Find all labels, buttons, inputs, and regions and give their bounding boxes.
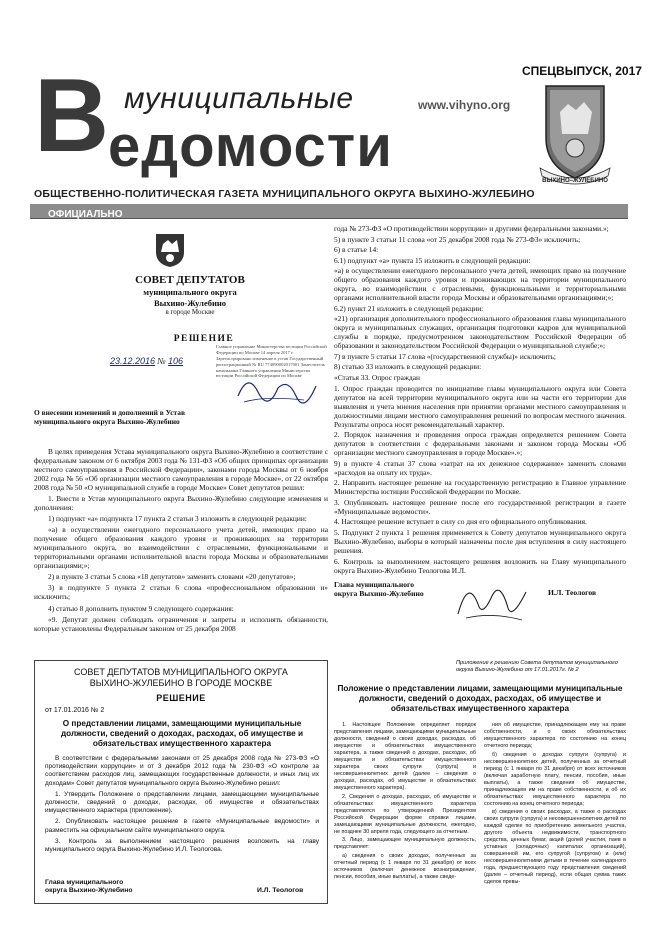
decision-number: 106: [168, 356, 184, 366]
signer-title: [334, 580, 424, 598]
council-header: [110, 274, 270, 317]
decision-paragraph: 4) статью 8 дополнить пунктом 9 следующего содержания:: [48, 603, 234, 613]
decision-paragraph: В целях приведения Устава муниципального округа Выхино-Жулебино в соответствие с федеральным законом от 6 октября 2003 года № 131-ФЗ «Об общих принципах организации местного самоуправления в Российской Федерации», законами города Москвы от 6 ноября 2002 года № 56 «Об организации местного самоуправления в городе Москве», от 22 октября 2008 года № 50 «О муниципальной службе в городе Москве» Совет депутатов решил:: [34, 447, 328, 493]
decision-2-paragraph: 3. Контроль за выполнением настоящего решения возложить на главу муниципального округа Выхино-Жулебино И.Л. Теологова.: [45, 837, 319, 853]
decision-2-paragraph: 1. Утвердить Положение о представлении лицами, замещающими муниципальные должности, сведений о доходах, расходах, об имуществе и обязательствах имущественного характера (приложение).: [45, 790, 319, 815]
decision-2-body: [45, 755, 319, 857]
signer-title-line: округа Выхино-Жулебино: [334, 589, 424, 599]
decision-2-signer-title: [45, 879, 132, 895]
district-crest-icon: [538, 82, 612, 190]
masthead: [0, 0, 657, 200]
masthead-title-top: муниципальные: [124, 82, 354, 115]
registration-stamp: Главное управление Министерства юстиции Российской Федерации по Москве 14 апреля 2017 г. Зарегистрировано изменение в устав Государственный регистрационный № RU 774090002017001 Заместитель начальника Главного управления Министерства юстиции Российской Федерации по Москве: [216, 344, 327, 379]
signer-name: И.Л. Теологов: [548, 588, 597, 597]
council-district: Выхино-Жулебино: [153, 297, 227, 308]
continued-paragraph: 4. Настоящее решение вступает в силу со дня его официального опубликования.: [334, 517, 587, 527]
continued-paragraph: 6. Контроль за выполнением настоящего решения возложить на Главу муниципального округа Выхино-Жулебино Теологова И.Л.: [334, 556, 626, 575]
decision-2-paragraph: 2. Опубликовать настоящее решение в газете «Муниципальные ведомости» и разместить на официальном сайте муниципального округа.: [45, 818, 319, 834]
decision-paragraph: «а) в осуществлении ежегодного персонального учета детей, имеющих право на получение общего образования каждого уровня и проживающих на территории муниципального округа, во взаимодействии с отраслевыми, функциональными и территориальными органами исполнительной власти города Москвы и образовательными организациями;»;: [34, 525, 328, 571]
decision-body: [34, 447, 328, 635]
crest-ribbon-text: ВЫХИНО–ЖУЛЕБИНО: [542, 178, 608, 184]
decision-date: 23.12.2016: [110, 356, 156, 366]
appendix-paragraph: ния об имуществе, принадлежащем ему на праве собственности, и о своих обязательствах имущественного характера по состоянию на конец отчетного периода;: [484, 722, 626, 750]
decision-heading: РЕШЕНИЕ: [173, 334, 235, 344]
continued-paragraph: 5) в пункте 3 статьи 11 слова «от 25 декабря 2008 года № 273-ФЗ» исключить;: [334, 234, 581, 244]
decision-106-continued: [334, 224, 626, 575]
appendix-paragraph: б) сведения о доходах супруги (супруга) и несовершеннолетних детей, полученных за отчетный период (с 1 января по 31 декабря) от всех источников (включая заработную плату, пенсии, пособия, иные выплаты), а также сведения об имуществе, принадлежащем им на праве собственности, и об их обязательствах имущественного характера по состоянию на конец отчетного периода;: [484, 751, 626, 807]
council-city: в городе Москве: [165, 308, 215, 317]
appendix-title: Положение о представлении лицами, замещающими муниципальные должности, сведений о доходах, расходах, об имуществе и обязательствах имущественного характера: [337, 684, 623, 713]
decision-106: [34, 224, 328, 633]
continued-paragraph: «а) в осуществлении ежегодного персонального учета детей, имеющих право на получение общего образования каждого уровня и проживающих на территории муниципального округа, во взаимодействии с отраслевыми, функциональными и территориальными органами исполнительной власти города Москвы и образовательными организациями;»;: [334, 266, 626, 303]
continued-paragraph: «Статья 33. Опрос граждан: [334, 372, 420, 382]
decision-about: О внесении изменений и дополнений в Устав муниципального округа Выхино-Жулебино: [34, 408, 185, 426]
continued-paragraph: 8) статью 33 изложить в следующей редакции:: [334, 362, 482, 372]
appendix-note: Приложение к решению Совета депутатов муниципального округа Выхино-Жулебино от 17.01.2017г. № 2: [456, 660, 618, 673]
appendix-paragraph: 1. Настоящее Положение определяет порядок представления лицами, замещающими муниципальные должности, сведений о своих доходах, расходах, об имуществе и обязательствах имущественного характера, а также сведений о доходах, расходах, об имуществе и обязательствах имущественного характера своих супруги (супруга) и несовершеннолетних детей (далее – сведения о доходах, расходах, об имуществе и обязательствах имущественного характера).: [334, 722, 476, 792]
decision-number-label: №: [157, 356, 166, 366]
handwritten-signature-icon: [452, 574, 532, 626]
section-label: ОФИЦИАЛЬНО: [48, 209, 123, 220]
decision-paragraph: 3) в подпункте 5 пункта 2 статьи 6 слова «профессиональном образовании и» исключить;: [34, 583, 328, 602]
appendix-column-1: [334, 722, 476, 922]
continued-paragraph: 9) в пункте 4 статьи 37 слова «затрат на их денежное содержание» заменить словами «расходов на оплату их труда».: [334, 458, 626, 477]
masthead-title-main: едомости: [108, 114, 393, 179]
masthead-letter-v: В: [34, 58, 110, 174]
decision-2-box: [34, 660, 328, 904]
decision-2-signer-line: округа Выхино-Жулебино: [45, 887, 133, 895]
continued-paragraph: 6.2) пункт 21 изложить в следующей редакции:: [334, 303, 484, 313]
decision-2-paragraph: В соответствии с федеральными законами от 25 декабря 2008 года № 273-ФЗ «О противодействии коррупции» и от 3 декабря 2012 года № 230-ФЗ «О контроле за соответствием расходов лиц, замещающих государственные должности, и иных лиц их доходам» Совет депутатов муниципального округа Выхино-Жулебино решил:: [45, 755, 319, 787]
section-bar: [30, 204, 628, 219]
continued-paragraph: 3. Опубликовать настоящее решение после его государственной регистрации в газете «Муниципальные ведомости».: [334, 497, 626, 516]
appendix-paragraph: в) сведения о своих расходах, а также о расходах своих супруги (супруга) и несовершеннолетних детей по каждой сделке по приобретению земельного участка, другого объекта недвижимости, транспортного средства, ценных бумаг, акций (долей участия, паев в уставных (складочных) капиталах организаций), совершенной им, его супругой (супругом) и (или) несовершеннолетними детьми в течение календарного года, предшествующего году представления сведений (далее – отчетный период), если общая сумма таких сделок превы-: [484, 809, 626, 886]
decision-2-council-line: СОВЕТ ДЕПУТАТОВ МУНИЦИПАЛЬНОГО ОКРУГА: [74, 667, 288, 677]
decision-2-signer-line: Глава муниципального: [45, 879, 124, 886]
coat-of-arms-icon: [154, 232, 186, 268]
decision-paragraph: 2) в пункте 3 статьи 5 слова «18 депутатов» заменить словами «20 депутатов»;: [48, 572, 296, 582]
website-link[interactable]: www.vihyno.org: [418, 98, 511, 112]
appendix-body: [334, 722, 626, 922]
decision-2-council: [35, 667, 327, 689]
continued-paragraph: 1. Опрос граждан проводится по инициативе главы муниципального округа или Совета депутатов на всей территории муниципального округа или на части его территории для выявления и учета мнения населения при принятии органами местного самоуправления и должностными лицами местного самоуправления решений по вопросам местного значения. Результаты опроса носят рекомендательный характер.: [334, 383, 626, 429]
appendix-paragraph: 2. Сведения о доходах, расходах, об имуществе и обязательствах имущественного характера представляются по утвержденной Президентом Российской Федерации форме справки лицами, замещающими муниципальные должности, ежегодно, не позднее 30 апреля года, следующего за отчетным.: [334, 793, 476, 835]
continued-paragraph: года № 273-ФЗ «О противодействии коррупции» и другими федеральными законами.»;: [334, 224, 609, 233]
decision-2-heading: РЕШЕНИЕ: [156, 693, 206, 703]
appendix-paragraph: а) сведения о своих доходах, полученных за отчетный период (с 1 января по 31 декабря) от всех источников (включая денежное вознаграждение, пенсии, пособия, иные выплаты), а также сведе-: [334, 852, 476, 880]
continued-paragraph: 2. Направить настоящее решение на государственную регистрацию в Главное управление Министерства юстиции Российской Федерации по Москве.: [334, 478, 626, 497]
continued-paragraph: «21) организация дополнительного профессионального образования главы муниципального округа и муниципальных служащих, организация подготовки кадров для муниципальной службы в порядке, предусмотренном законодательством Российской Федерации об образовании и законодательством Российской Федерации о муниципальной службе;»;: [334, 314, 626, 351]
decision-paragraph: 1) подпункт «а» подпункта 17 пункта 2 статьи 3 изложить в следующей редакции:: [48, 514, 307, 524]
appendix-paragraph: 3. Лицо, замещающее муниципальную должность, представляет:: [334, 837, 476, 851]
decision-2-about: О представлении лицами, замещающими муниципальные должности, сведений о доходах, расходах, об имуществе и обязательствах имущественного характера: [60, 719, 304, 748]
continued-paragraph: 2. Порядок назначения и проведения опроса граждан определяется решением Совета депутатов в соответствии с федеральными законами и законом города Москвы «Об организации местного самоуправления в городе Москве».»;: [334, 430, 626, 458]
continued-paragraph: 7) в пункте 5 статьи 17 слова «(государственной службы)» исключить;: [334, 351, 556, 361]
council-title: СОВЕТ ДЕПУТАТОВ: [135, 274, 245, 286]
decision-2-date: от 17.01.2016 № 2: [45, 707, 105, 714]
continued-paragraph: 6) в статье 14:: [334, 245, 379, 255]
decision-2-signer-name: И.Л. Теологов: [257, 887, 304, 894]
continued-paragraph: 6.1) подпункт «а» пункта 15 изложить в следующей редакции:: [334, 255, 531, 265]
decision-2-council-line: ВЫХИНО-ЖУЛЕБИНО В ГОРОДЕ МОСКВЕ: [89, 677, 273, 688]
signature-block: [334, 580, 626, 640]
continued-paragraph: 5. Подпункт 2 пункта 1 решения применяется к Совету депутатов муниципального округа Выхино-Жулебино, выборы в который назначены после дня вступления в силу настоящего решения.: [334, 527, 626, 556]
decision-paragraph: 1. Внести в Устав муниципального округа Выхино-Жулебино следующие изменения и дополнения:: [34, 494, 328, 513]
newspaper-subtitle: ОБЩЕСТВЕННО-ПОЛИТИЧЕСКАЯ ГАЗЕТА МУНИЦИПАЛЬНОГО ОКРУГА ВЫХИНО-ЖУЛЕБИНО: [34, 188, 535, 200]
decision-date-line: [110, 356, 183, 367]
special-issue-label: СПЕЦВЫПУСК, 2017: [522, 64, 642, 78]
decision-paragraph: «9. Депутат должен соблюдать ограничения и запреты и исполнять обязанности, которые установлены Федеральным законом от 25 декабря 2008: [34, 614, 328, 633]
appendix-column-2: [484, 722, 626, 922]
signer-title-line: Глава муниципального: [334, 580, 415, 589]
council-subtitle: муниципального округа: [143, 287, 237, 298]
stamp-signature-icon: [234, 366, 320, 410]
